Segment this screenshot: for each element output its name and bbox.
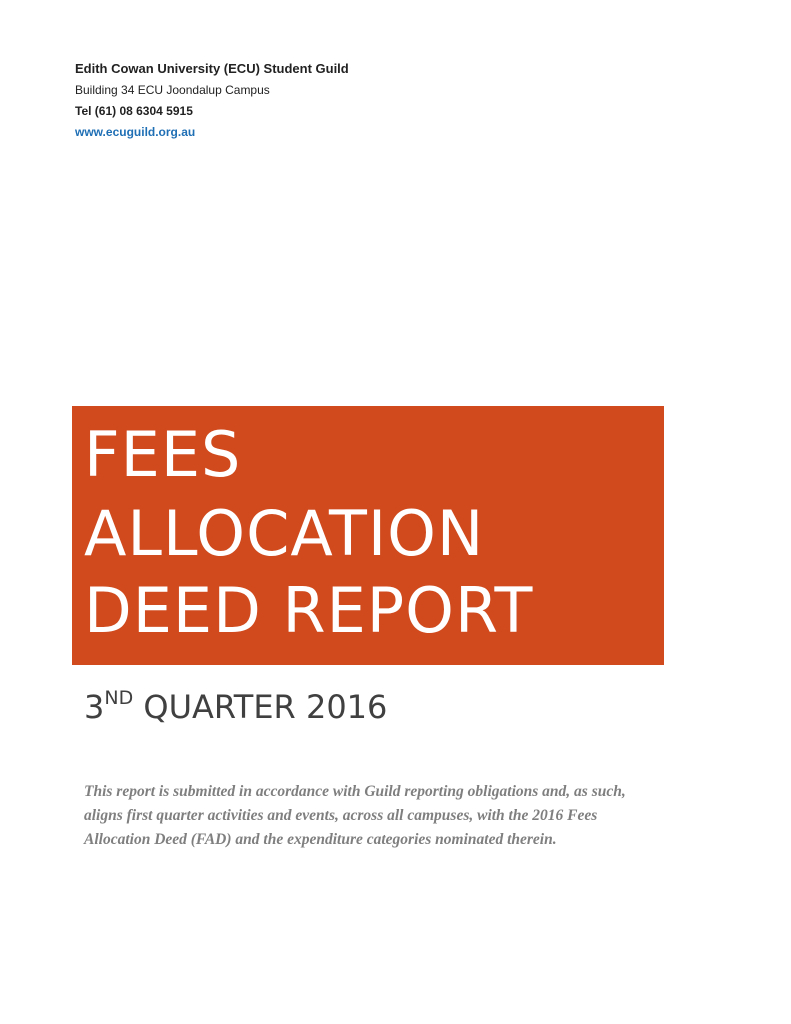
quarter-label: QUARTER 2016 [133, 688, 388, 726]
quarter-suffix: ND [104, 687, 134, 710]
intro-paragraph: This report is submitted in accordance with Guild reporting obligations and, as such, aligns first quarter activities and events, across all campuses, with the 2016 Fees Allocation Deed (FAD) and the expenditure categories nominated therein. [84, 782, 626, 848]
address: Building 34 ECU Joondalup Campus [75, 83, 270, 97]
website-link[interactable]: www.ecuguild.org.au [75, 125, 196, 139]
org-name: Edith Cowan University (ECU) Student Guild [75, 61, 349, 76]
quarter-number: 3 [84, 688, 105, 726]
report-subtitle [84, 688, 387, 726]
title-line-1: FEES [84, 418, 242, 491]
telephone: Tel (61) 08 6304 5915 [75, 104, 193, 118]
title-line-3: DEED REPORT [84, 574, 534, 647]
title-line-2: ALLOCATION [84, 497, 485, 570]
title-banner [72, 406, 664, 665]
header-block [75, 58, 349, 143]
